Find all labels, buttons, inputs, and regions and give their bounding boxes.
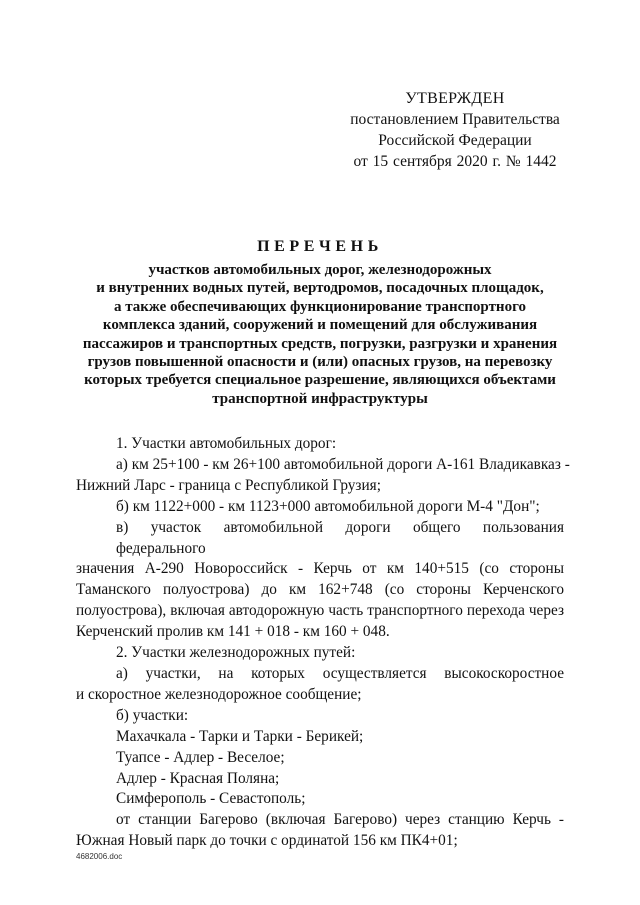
body-line: б) участки: [116, 706, 189, 724]
section-heading-roads: 1. Участки автомобильных дорог: [116, 435, 337, 452]
subtitle-line: грузов повышенной опасности и (или) опасных грузов, на перевозку [87, 354, 553, 371]
body-line: значения А-290 Новороссийск - Керчь от км 140+515 (со стороны [76, 560, 564, 578]
document-body [76, 434, 570, 852]
section-heading-railways: 2. Участки железнодорожных путей: [116, 644, 356, 662]
approval-line-2: Российской Федерации [378, 132, 532, 149]
approval-line-1: постановлением Правительства [350, 111, 560, 128]
subtitle-line: пассажиров и транспортных средств, погрузки, разгрузки и хранения [82, 335, 558, 352]
body-line: полуострова), включая автодорожную часть транспортного перехода через [76, 602, 564, 620]
approval-title: УТВЕРЖДЕН [405, 90, 505, 107]
document-title: ПЕРЕЧЕНЬ [257, 238, 383, 255]
body-line: от станции Багерово (включая Багерово) через станцию Керчь - [116, 811, 564, 829]
body-line: а) участки, на которых осуществляется высокоскоростное [116, 664, 564, 682]
document-subtitle [60, 261, 580, 408]
approval-stamp [300, 88, 610, 172]
body-line: Туапсе - Адлер - Веселое; [116, 748, 285, 766]
body-line: Махачкала - Тарки и Тарки - Берикей; [116, 727, 364, 745]
subtitle-line: а также обеспечивающих функционирование транспортного [113, 298, 527, 315]
approval-date-line: от 15 сентября 2020 г. № 1442 [353, 153, 557, 170]
subtitle-line: и внутренних водных путей, вертодромов, посадочных площадок, [96, 280, 544, 297]
body-line: б) км 1122+000 - км 1123+000 автомобильной дороги М-4 "Дон"; [116, 497, 540, 515]
subtitle-line: которых требуется специальное разрешение, являющихся объектами [84, 372, 556, 389]
body-line: Адлер - Красная Поляна; [116, 769, 280, 787]
body-line: Симферополь - Севастополь; [116, 790, 306, 808]
subtitle-line: транспортной инфраструктуры [212, 390, 428, 407]
subtitle-line: комплекса зданий, сооружений и помещений для обслуживания [102, 317, 538, 334]
subtitle-line: участков автомобильных дорог, железнодорожных [148, 262, 492, 278]
body-line: Южная Новый парк до точки с ординатой 156 км ПК4+01; [76, 832, 458, 850]
body-line: а) км 25+100 - км 26+100 автомобильной дороги А-161 Владикавказ - [116, 455, 570, 473]
body-line: в) участок автомобильной дороги общего пользования федерального [116, 518, 564, 557]
body-line: Керченский пролив км 141 + 018 - км 160 + 048. [76, 623, 390, 641]
body-line: Нижний Ларс - граница с Республикой Грузия; [76, 476, 381, 494]
body-line: Таманского полуострова) до км 162+748 (со стороны Керченского [76, 581, 564, 599]
body-line: и скоростное железнодорожное сообщение; [76, 685, 362, 703]
footer-doc-id: 4682006.doc [76, 852, 123, 861]
